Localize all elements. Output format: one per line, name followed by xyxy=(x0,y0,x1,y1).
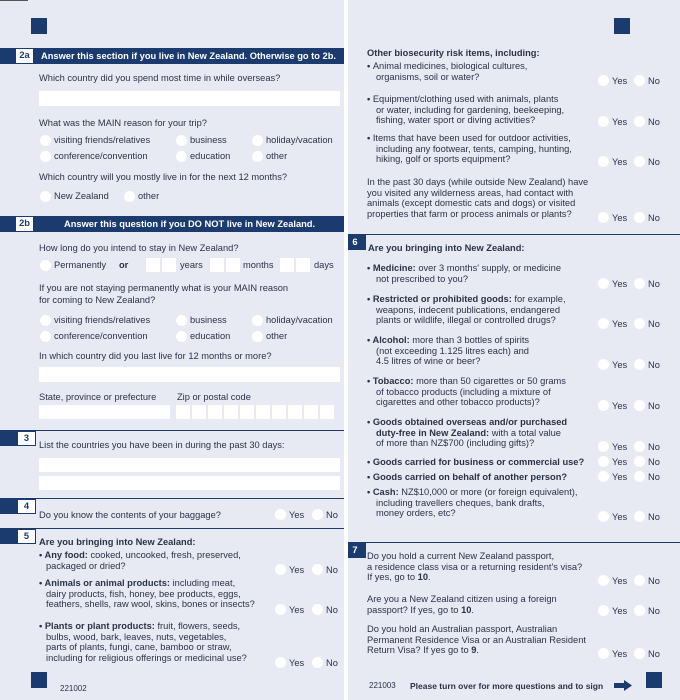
radio-cash-yes[interactable] xyxy=(598,511,609,522)
goods-text3: of more than NZ$700 (including gifts)? xyxy=(376,438,535,449)
footer-turn-over: Please turn over for more questions and to sign xyxy=(410,681,604,691)
item-alcohol: • Alcohol: more than 3 bottles of spirits (not exceeding 1.125 litres each) and 4.5 litres of wine or beer? xyxy=(367,335,530,367)
question-reason-line2: for coming to New Zealand? xyxy=(39,295,156,305)
radio-2b-business[interactable] xyxy=(176,315,187,326)
tobacco-text3: cigarettes and other tobacco products)? xyxy=(376,397,540,408)
alcohol-text2: (not exceeding 1.125 litres each) and xyxy=(376,345,529,356)
goods-bold1: Goods obtained overseas and/or purchased xyxy=(372,417,568,427)
goods-no-label: No xyxy=(648,442,660,452)
reason-business-label: business xyxy=(190,135,227,145)
radio-reason-other[interactable] xyxy=(252,151,263,162)
wild-yes-label: Yes xyxy=(612,213,628,223)
section-7-number: 7 xyxy=(352,545,358,555)
radio-2b-other[interactable] xyxy=(252,331,263,342)
reason-2b-education-label: education xyxy=(190,331,231,341)
plant-products-text4: including for religious offerings or medicinal use? xyxy=(46,652,247,663)
behalf-no-label: No xyxy=(648,472,660,482)
medicine-bold: Medicine: xyxy=(372,263,416,273)
radio-cash-no[interactable] xyxy=(634,511,645,522)
radio-foreign-no[interactable] xyxy=(634,605,645,616)
bio-item2-line2: or water, including for gardening, beekeeping, xyxy=(376,104,565,115)
animal-no-label: No xyxy=(326,605,338,615)
radio-reason-visiting[interactable] xyxy=(40,135,51,146)
any-food-text1: cooked, uncooked, fresh, preserved, xyxy=(87,550,241,560)
reason-2b-visiting-label: visiting friends/relatives xyxy=(54,315,151,325)
radio-business-no[interactable] xyxy=(634,456,645,467)
goods-text2: with a total value xyxy=(489,427,561,438)
radio-reason-business[interactable] xyxy=(176,135,187,146)
item-behalf-goods: • Goods carried on behalf of another person? xyxy=(367,472,568,482)
radio-bio3-yes[interactable] xyxy=(598,156,609,167)
cash-text1: NZ$10,000 or more (or foreign equivalent), xyxy=(398,487,578,497)
bio-item1-line1: Animal medicines, biological cultures, xyxy=(372,61,528,71)
radio-live-other[interactable] xyxy=(124,191,135,202)
radio-plant-no[interactable] xyxy=(312,657,323,668)
passport-goto: 10 xyxy=(417,572,428,583)
permanently-label: Permanently xyxy=(54,260,107,270)
question-main-reason: What was the MAIN reason for your trip? xyxy=(39,118,207,128)
item-medicine: • Medicine: over 3 months' supply, or medicine not prescribed to you? xyxy=(367,263,561,284)
plant-yes-label: Yes xyxy=(289,658,305,668)
radio-restricted-no[interactable] xyxy=(634,318,645,329)
question-country-overseas: Which country did you spend most time in while overseas? xyxy=(39,73,281,83)
question-reason-line1: If you are not staying permanently what is your MAIN reason xyxy=(39,283,289,293)
section-2b-number: 2b xyxy=(16,217,33,231)
corner-mark-top-right xyxy=(614,18,630,34)
bio-item3-line2: including any footwear, tents, camping, hunting, xyxy=(376,143,572,154)
plant-products-text1: fruit, flowers, seeds, xyxy=(154,621,241,631)
cash-text2: including travellers cheques, bank drafts, xyxy=(376,497,545,508)
question-foreign-passport: Are you a New Zealand citizen using a foreign passport? If yes, go to 10. xyxy=(367,594,557,615)
tobacco-bold: Tobacco: xyxy=(372,376,414,386)
reason-2b-other-label: other xyxy=(266,331,288,341)
behalf-goods-text: Goods carried on behalf of another person? xyxy=(372,472,568,482)
aus-goto: 9 xyxy=(471,645,477,656)
wilderness-line4: properties that farm or process animals or plants? xyxy=(367,208,572,219)
radio-alcohol-no[interactable] xyxy=(634,359,645,370)
countries-input-2[interactable] xyxy=(39,476,340,490)
radio-goods-yes[interactable] xyxy=(598,441,609,452)
biosecurity-header: Other biosecurity risk items, including: xyxy=(367,48,540,58)
state-label: State, province or prefecture xyxy=(39,392,157,402)
question-last-lived: In which country did you last live for 12 months or more? xyxy=(39,351,272,361)
radio-food-yes[interactable] xyxy=(275,564,286,575)
bio-item3-line1: Items that have been used for outdoor activities, xyxy=(372,133,571,143)
wilderness-line3: animals (except domestic cats and dogs) or visited xyxy=(367,198,576,209)
section-2b-header: Answer this question if you DO NOT live in New Zealand. xyxy=(64,219,316,229)
section-3-rule xyxy=(0,430,344,431)
business-goods-text: Goods carried for business or commercial use? xyxy=(372,457,585,467)
cash-yes-label: Yes xyxy=(612,512,628,522)
reason-holiday-label: holiday/vacation xyxy=(266,135,333,145)
reason-visiting-label: visiting friends/relatives xyxy=(54,135,151,145)
foreign-line2: passport? If yes, go to xyxy=(367,604,462,615)
restricted-no-label: No xyxy=(648,319,660,329)
radio-2b-holiday[interactable] xyxy=(252,315,263,326)
radio-goods-no[interactable] xyxy=(634,441,645,452)
foreign-goto: 10 xyxy=(461,604,472,615)
foreign-no-label: No xyxy=(648,606,660,616)
radio-live-nz[interactable] xyxy=(40,191,51,202)
business-no-label: No xyxy=(648,457,660,467)
radio-2b-visiting[interactable] xyxy=(40,315,51,326)
bio3-no-label: No xyxy=(648,157,660,167)
radio-baggage-yes[interactable] xyxy=(275,509,286,520)
passport-no-label: No xyxy=(648,576,660,586)
food-no-label: No xyxy=(326,565,338,575)
restricted-text3: plants or wildlife, illegal or controlled drugs? xyxy=(376,315,556,326)
goods-yes-label: Yes xyxy=(612,442,628,452)
restricted-text2: weapons, indecent publications, endangered xyxy=(376,304,561,315)
bio3-yes-label: Yes xyxy=(612,157,628,167)
last-lived-country-input[interactable] xyxy=(39,367,340,382)
question-live-12-months: Which country will you mostly live in for the next 12 months? xyxy=(39,172,288,182)
tobacco-text1: more than 50 cigarettes or 50 grams xyxy=(413,376,566,386)
radio-tobacco-no[interactable] xyxy=(634,400,645,411)
radio-behalf-no[interactable] xyxy=(634,471,645,482)
restricted-text1: for example, xyxy=(511,294,566,304)
item-animal-products: • Animals or animal products: including meat, dairy products, fish, honey, bee products, eggs, feathers, shells, raw wool, skins, bones or insects? xyxy=(39,578,255,610)
radio-food-no[interactable] xyxy=(312,564,323,575)
radio-alcohol-yes[interactable] xyxy=(598,359,609,370)
radio-2b-education[interactable] xyxy=(176,331,187,342)
tobacco-no-label: No xyxy=(648,401,660,411)
cash-text3: money orders, etc? xyxy=(376,508,456,519)
radio-business-yes[interactable] xyxy=(598,456,609,467)
behalf-yes-label: Yes xyxy=(612,472,628,482)
footer-code-left: 221002 xyxy=(60,684,87,693)
radio-bio3-no[interactable] xyxy=(634,156,645,167)
corner-mark-bottom-left xyxy=(31,672,47,688)
radio-behalf-yes[interactable] xyxy=(598,471,609,482)
tobacco-yes-label: Yes xyxy=(612,401,628,411)
radio-baggage-no[interactable] xyxy=(312,509,323,520)
cash-bold: Cash: xyxy=(372,487,399,497)
days-input[interactable] xyxy=(280,258,312,272)
radio-aus-no[interactable] xyxy=(634,648,645,659)
section-5-header: Are you bringing into New Zealand: xyxy=(39,537,196,547)
bio-item2-line3: fishing, water sport or diving activities? xyxy=(376,115,536,126)
radio-medicine-yes[interactable] xyxy=(598,278,609,289)
radio-medicine-no[interactable] xyxy=(634,278,645,289)
alcohol-yes-label: Yes xyxy=(612,360,628,370)
plant-products-text3: parts of plants, fungi, cane, bamboo or straw, xyxy=(46,642,232,653)
bio1-no-label: No xyxy=(648,76,660,86)
bio2-no-label: No xyxy=(648,117,660,127)
baggage-yes-label: Yes xyxy=(289,510,305,520)
arrow-right-icon xyxy=(614,680,632,691)
animal-products-text2: dairy products, fish, honey, bee products, eggs, xyxy=(46,588,241,599)
aus-line1: Do you hold an Australian passport, Australian xyxy=(367,624,558,634)
reason-conference-label: conference/convention xyxy=(54,151,148,161)
wilderness-line1: In the past 30 days (while outside New Zealand) have xyxy=(367,177,589,187)
plant-no-label: No xyxy=(326,658,338,668)
bio-wilderness-question xyxy=(367,177,588,219)
days-label: days xyxy=(314,260,334,270)
section-6-rule xyxy=(348,234,680,235)
aus-line3: Return Visa? If yes go to xyxy=(367,645,472,656)
passport-line2: a residence class visa or a returning resident's visa? xyxy=(367,561,583,572)
question-nz-passport: Do you hold a current New Zealand passport, a residence class visa or a returning resident's visa? If yes, go to 10. xyxy=(367,551,583,583)
bio-item1-line2: organisms, soil or water? xyxy=(376,71,480,82)
animal-products-text3: feathers, shells, raw wool, skins, bones or insects? xyxy=(46,599,255,610)
years-input[interactable] xyxy=(146,258,178,272)
section-4-number: 4 xyxy=(18,500,35,513)
item-any-food: • Any food: cooked, uncooked, fresh, preserved, packaged or dried? xyxy=(39,550,241,571)
alcohol-text1: more than 3 bottles of spirits xyxy=(409,335,530,345)
radio-reason-holiday[interactable] xyxy=(252,135,263,146)
years-label: years xyxy=(180,260,203,270)
bio1-yes-label: Yes xyxy=(612,76,628,86)
aus-yes-label: Yes xyxy=(612,649,628,659)
item-restricted: • Restricted or prohibited goods: for example, weapons, indecent publications, endangered plants or wildlife, illegal or controlled drugs? xyxy=(367,294,566,326)
section-2a-header: Answer this section if you live in New Zealand. Otherwise go to 2b. xyxy=(41,51,336,61)
passport-line3: If yes, go to xyxy=(367,572,418,583)
live-nz-label: New Zealand xyxy=(54,191,109,201)
wild-no-label: No xyxy=(648,213,660,223)
bio-item-medicines: • Animal medicines, biological cultures, organisms, soil or water? xyxy=(367,61,528,82)
reason-2b-conference-label: conference/convention xyxy=(54,331,148,341)
foreign-line1: Are you a New Zealand citizen using a foreign xyxy=(367,594,557,604)
tobacco-text2: of tobacco products (including a mixture of xyxy=(376,386,551,397)
item-tobacco: • Tobacco: more than 50 cigarettes or 50 grams of tobacco products (including a mixture of cigarettes and other tobacco products)? xyxy=(367,376,566,408)
item-plant-products: • Plants or plant products: fruit, flowers, seeds, bulbs, wood, bark, leaves, nuts, vegetables, parts of plants, fungi, cane, bamboo or straw, including for religious offerings or medicinal use? xyxy=(39,621,247,663)
radio-wild-yes[interactable] xyxy=(598,212,609,223)
section-6-header: Are you bringing into New Zealand: xyxy=(368,243,525,253)
radio-permanently[interactable] xyxy=(40,260,51,271)
animal-products-bold: Animals or animal products: xyxy=(44,578,171,588)
radio-plant-yes[interactable] xyxy=(275,657,286,668)
radio-wild-no[interactable] xyxy=(634,212,645,223)
medicine-text2: not prescribed to you? xyxy=(376,273,468,284)
radio-bio2-yes[interactable] xyxy=(598,116,609,127)
live-other-label: other xyxy=(138,191,160,201)
restricted-yes-label: Yes xyxy=(612,319,628,329)
reason-2b-holiday-label: holiday/vacation xyxy=(266,315,333,325)
item-goods-overseas: • Goods obtained overseas and/or purchased duty-free in New Zealand: with a total value of more than NZ$700 (including gifts)? xyxy=(367,417,568,449)
passport-line1: Do you hold a current New Zealand passport, xyxy=(367,551,555,561)
radio-passport-yes[interactable] xyxy=(598,575,609,586)
page-top-rule xyxy=(0,0,28,1)
any-food-text2: packaged or dried? xyxy=(46,560,126,571)
radio-reason-conference[interactable] xyxy=(40,151,51,162)
section-5-number: 5 xyxy=(18,530,35,543)
reason-other-label: other xyxy=(266,151,288,161)
section-3-number: 3 xyxy=(18,432,35,445)
radio-reason-education[interactable] xyxy=(176,151,187,162)
bio-item3-line3: hiking, golf or sports equipment? xyxy=(376,154,511,165)
medicine-text1: over 3 months' supply, or medicine xyxy=(415,263,561,273)
months-input[interactable] xyxy=(210,258,242,272)
animal-products-text1: including meat, xyxy=(170,578,236,588)
question-australian: Do you hold an Australian passport, Australian Permanent Residence Visa or an Australian Resident Return Visa? If yes go to 9. xyxy=(367,624,586,656)
question-know-baggage: Do you know the contents of your baggage? xyxy=(39,510,221,520)
corner-mark-bottom-right xyxy=(646,672,662,688)
countries-input-1[interactable] xyxy=(39,458,340,472)
alcohol-text3: 4.5 litres of wine or beer? xyxy=(376,356,481,367)
plant-products-bold: Plants or plant products: xyxy=(44,621,155,631)
radio-passport-no[interactable] xyxy=(634,575,645,586)
medicine-no-label: No xyxy=(648,279,660,289)
zip-input[interactable] xyxy=(176,405,336,419)
bio-item-equipment: • Equipment/clothing used with animals, plants or water, including for gardening, beekeeping, fishing, water sport or diving activities? xyxy=(367,94,565,126)
section-6-number: 6 xyxy=(352,237,358,247)
reason-education-label: education xyxy=(190,151,231,161)
radio-tobacco-yes[interactable] xyxy=(598,400,609,411)
baggage-no-label: No xyxy=(326,510,338,520)
restricted-bold: Restricted or prohibited goods: xyxy=(372,294,512,304)
country-overseas-input[interactable] xyxy=(39,91,340,106)
aus-line2: Permanent Residence Visa or an Australian Resident xyxy=(367,634,586,645)
wilderness-line2: you visited any wilderness areas, had contact with xyxy=(367,187,574,198)
cash-no-label: No xyxy=(648,512,660,522)
item-business-goods: • Goods carried for business or commercial use? xyxy=(367,457,585,467)
animal-yes-label: Yes xyxy=(289,605,305,615)
question-stay-length: How long do you intend to stay in New Zealand? xyxy=(39,243,239,253)
alcohol-no-label: No xyxy=(648,360,660,370)
business-yes-label: Yes xyxy=(612,457,628,467)
zip-label: Zip or postal code xyxy=(177,392,251,402)
footer-code-right: 221003 xyxy=(369,681,396,690)
aus-no-label: No xyxy=(648,649,660,659)
radio-foreign-yes[interactable] xyxy=(598,605,609,616)
section-5-rule xyxy=(0,528,344,529)
radio-restricted-yes[interactable] xyxy=(598,318,609,329)
foreign-yes-label: Yes xyxy=(612,606,628,616)
reason-2b-business-label: business xyxy=(190,315,227,325)
radio-bio1-yes[interactable] xyxy=(598,75,609,86)
state-input[interactable] xyxy=(39,405,170,419)
food-yes-label: Yes xyxy=(289,565,305,575)
radio-bio1-no[interactable] xyxy=(634,75,645,86)
goods-bold2: duty-free in New Zealand: xyxy=(376,427,490,438)
radio-animal-yes[interactable] xyxy=(275,604,286,615)
bio2-yes-label: Yes xyxy=(612,117,628,127)
passport-yes-label: Yes xyxy=(612,576,628,586)
any-food-bold: Any food: xyxy=(44,550,88,560)
section-7-rule xyxy=(348,542,680,543)
months-label: months xyxy=(243,260,274,270)
radio-bio2-no[interactable] xyxy=(634,116,645,127)
medicine-yes-label: Yes xyxy=(612,279,628,289)
item-cash: • Cash: NZ$10,000 or more (or foreign equivalent), including travellers cheques, bank drafts, money orders, etc? xyxy=(367,487,578,519)
plant-products-text2: bulbs, wood, bark, leaves, nuts, vegetables, xyxy=(46,631,227,642)
or-label: or xyxy=(119,260,129,270)
section-4-rule xyxy=(0,498,344,499)
bio-item-outdoor: • Items that have been used for outdoor activities, including any footwear, tents, camping, hunting, hiking, golf or sports equipment? xyxy=(367,133,572,165)
alcohol-bold: Alcohol: xyxy=(372,335,410,345)
corner-mark-top-left xyxy=(31,18,47,34)
question-countries-30-days: List the countries you have been in during the past 30 days: xyxy=(39,440,285,450)
section-2a-number: 2a xyxy=(16,49,33,63)
radio-2b-conference[interactable] xyxy=(40,331,51,342)
radio-aus-yes[interactable] xyxy=(598,648,609,659)
bio-item2-line1: Equipment/clothing used with animals, plants xyxy=(372,94,559,104)
radio-animal-no[interactable] xyxy=(312,604,323,615)
